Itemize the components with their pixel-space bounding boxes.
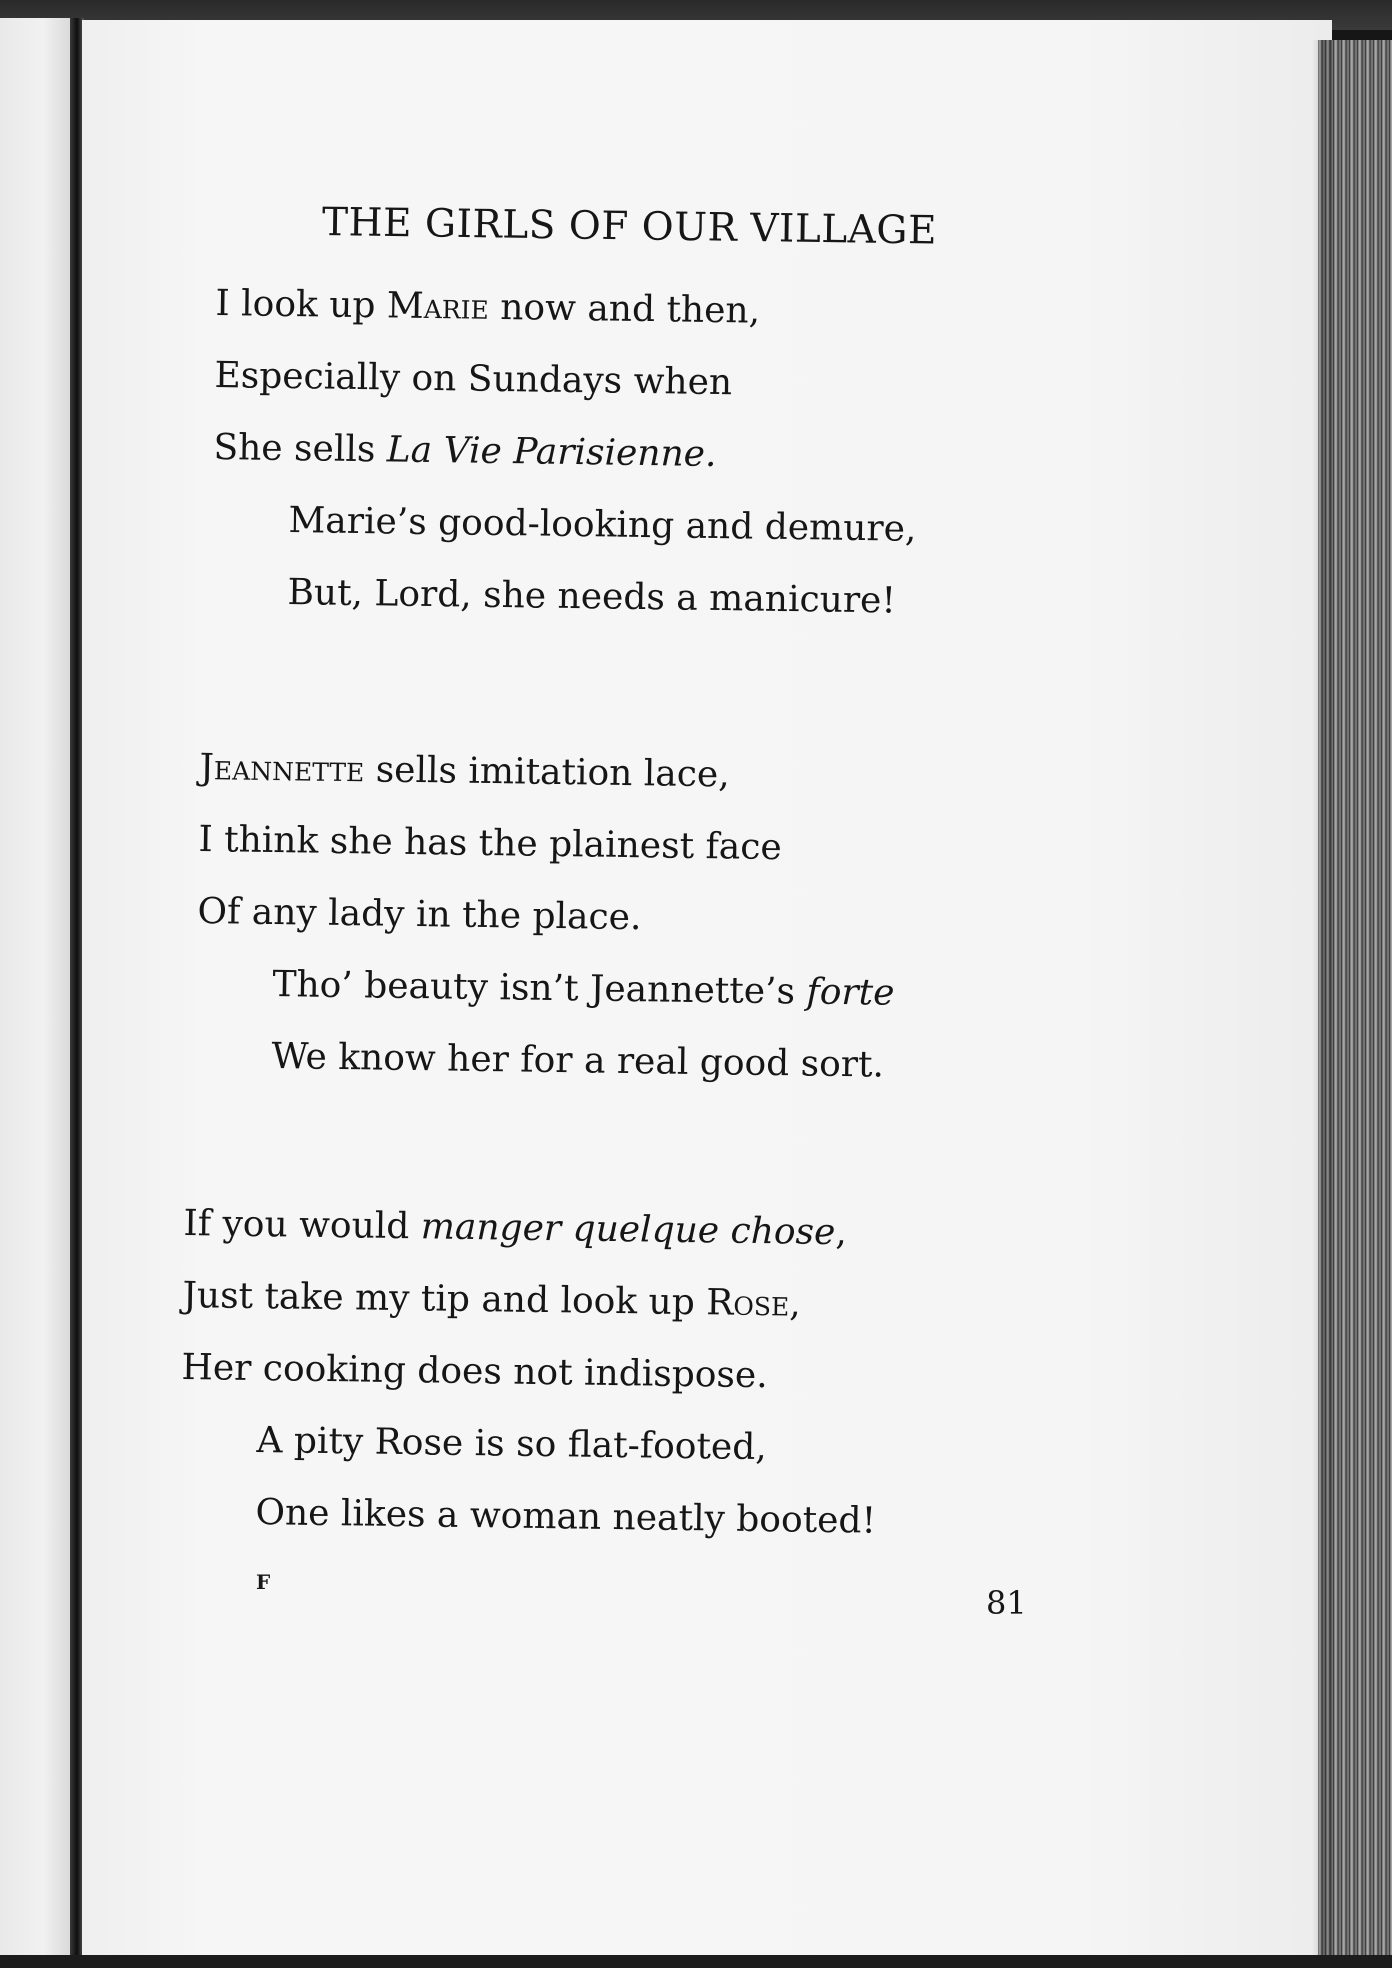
verse-line-indented: One likes a woman neatly booted!: [255, 1492, 877, 1542]
verse-line: If you would manger quelque chose,: [183, 1202, 848, 1254]
verse-line: Her cooking does not indispose.: [181, 1346, 768, 1397]
page-number: 81: [986, 1584, 1027, 1622]
verse-line-indented: We know her for a real good sort.: [271, 1036, 885, 1086]
verse-line: I think she has the plainest face: [198, 818, 783, 869]
verse-line: Of any lady in the place.: [197, 890, 642, 939]
scan-bottom-edge: [0, 1955, 1392, 1968]
name-small-caps: Rose: [705, 1282, 790, 1325]
verse-line-indented: Tho’ beauty isn’t Jeannette’s forte: [272, 964, 895, 1014]
verse-line: Especially on Sundays when: [214, 354, 733, 404]
verse-line-indented: But, Lord, she needs a manicure!: [287, 572, 897, 622]
italic-phrase: La Vie Parisienne.: [386, 429, 717, 476]
verse-line: I look up Marie now and then,: [215, 282, 761, 332]
facing-page-edge: [0, 18, 72, 1958]
verse-line-indented: A pity Rose is so flat-footed,: [256, 1420, 768, 1469]
stanza-rose: [179, 1188, 880, 1558]
page-edge-shadow: [1312, 40, 1332, 1968]
verse-line: Just take my tip and look up Rose,: [182, 1274, 801, 1325]
name-small-caps: Marie: [386, 285, 490, 328]
verse-line: She sells La Vie Parisienne.: [213, 426, 717, 476]
signature-mark: F: [256, 1570, 271, 1594]
italic-phrase: forte: [806, 971, 895, 1014]
italic-phrase: manger quelque chose: [420, 1206, 836, 1254]
poem-title: THE GIRLS OF OUR VILLAGE: [321, 200, 938, 254]
verse-line-indented: Marie’s good-looking and demure,: [288, 500, 917, 550]
verse-line: Jeannette sells imitation lace,: [199, 746, 730, 796]
stanza-jeannette: [195, 732, 898, 1102]
name-small-caps: Jeannette: [199, 746, 365, 791]
stanza-marie: [211, 268, 920, 638]
